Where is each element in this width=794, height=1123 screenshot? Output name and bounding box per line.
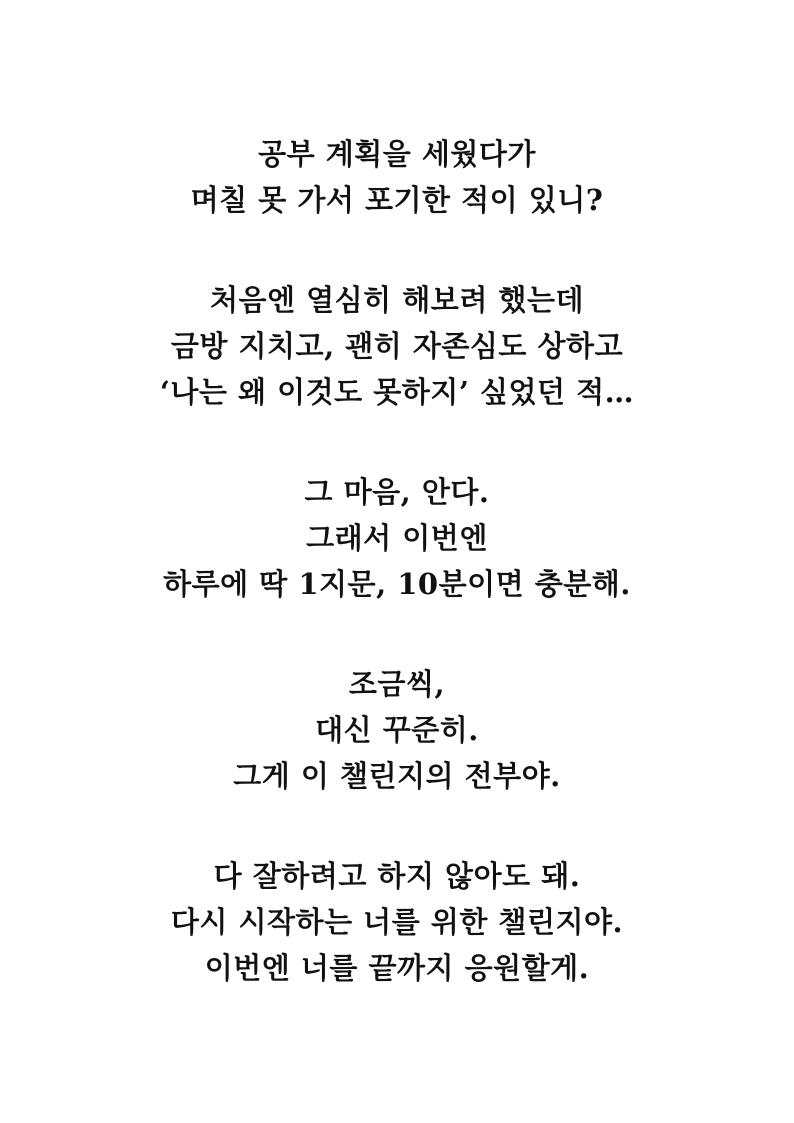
text-line: 그 마음, 안다. <box>304 475 490 509</box>
text-line: 공부 계획을 세웠다가 <box>258 137 536 171</box>
text-line: 그게 이 챌린지의 전부야. <box>233 759 561 793</box>
stanza-2 <box>0 277 794 415</box>
message-body <box>0 131 794 1045</box>
text-line: 대신 꾸준히. <box>315 713 479 747</box>
text-line: 다 잘하려고 하지 않아도 돼. <box>213 859 581 893</box>
text-line: 조금씩, <box>348 667 446 701</box>
stanza-4 <box>0 661 794 799</box>
text-line: 이번엔 너를 끝까지 응원할게. <box>204 951 590 985</box>
text-line: 처음엔 열심히 해보려 했는데 <box>210 283 584 317</box>
text-line: ‘나는 왜 이것도 못하지’ 싶었던 적… <box>159 375 635 409</box>
text-line: 그래서 이번엔 <box>306 521 488 555</box>
stanza-5 <box>0 853 794 991</box>
stanza-3 <box>0 469 794 607</box>
stanza-1 <box>0 131 794 223</box>
text-line: 다시 시작하는 너를 위한 챌린지야. <box>170 905 624 939</box>
text-line: 금방 지치고, 괜히 자존심도 상하고 <box>170 329 624 363</box>
text-line: 하루에 딱 1지문, 10분이면 충분해. <box>163 567 631 601</box>
text-line: 며칠 못 가서 포기한 적이 있니? <box>190 183 604 217</box>
